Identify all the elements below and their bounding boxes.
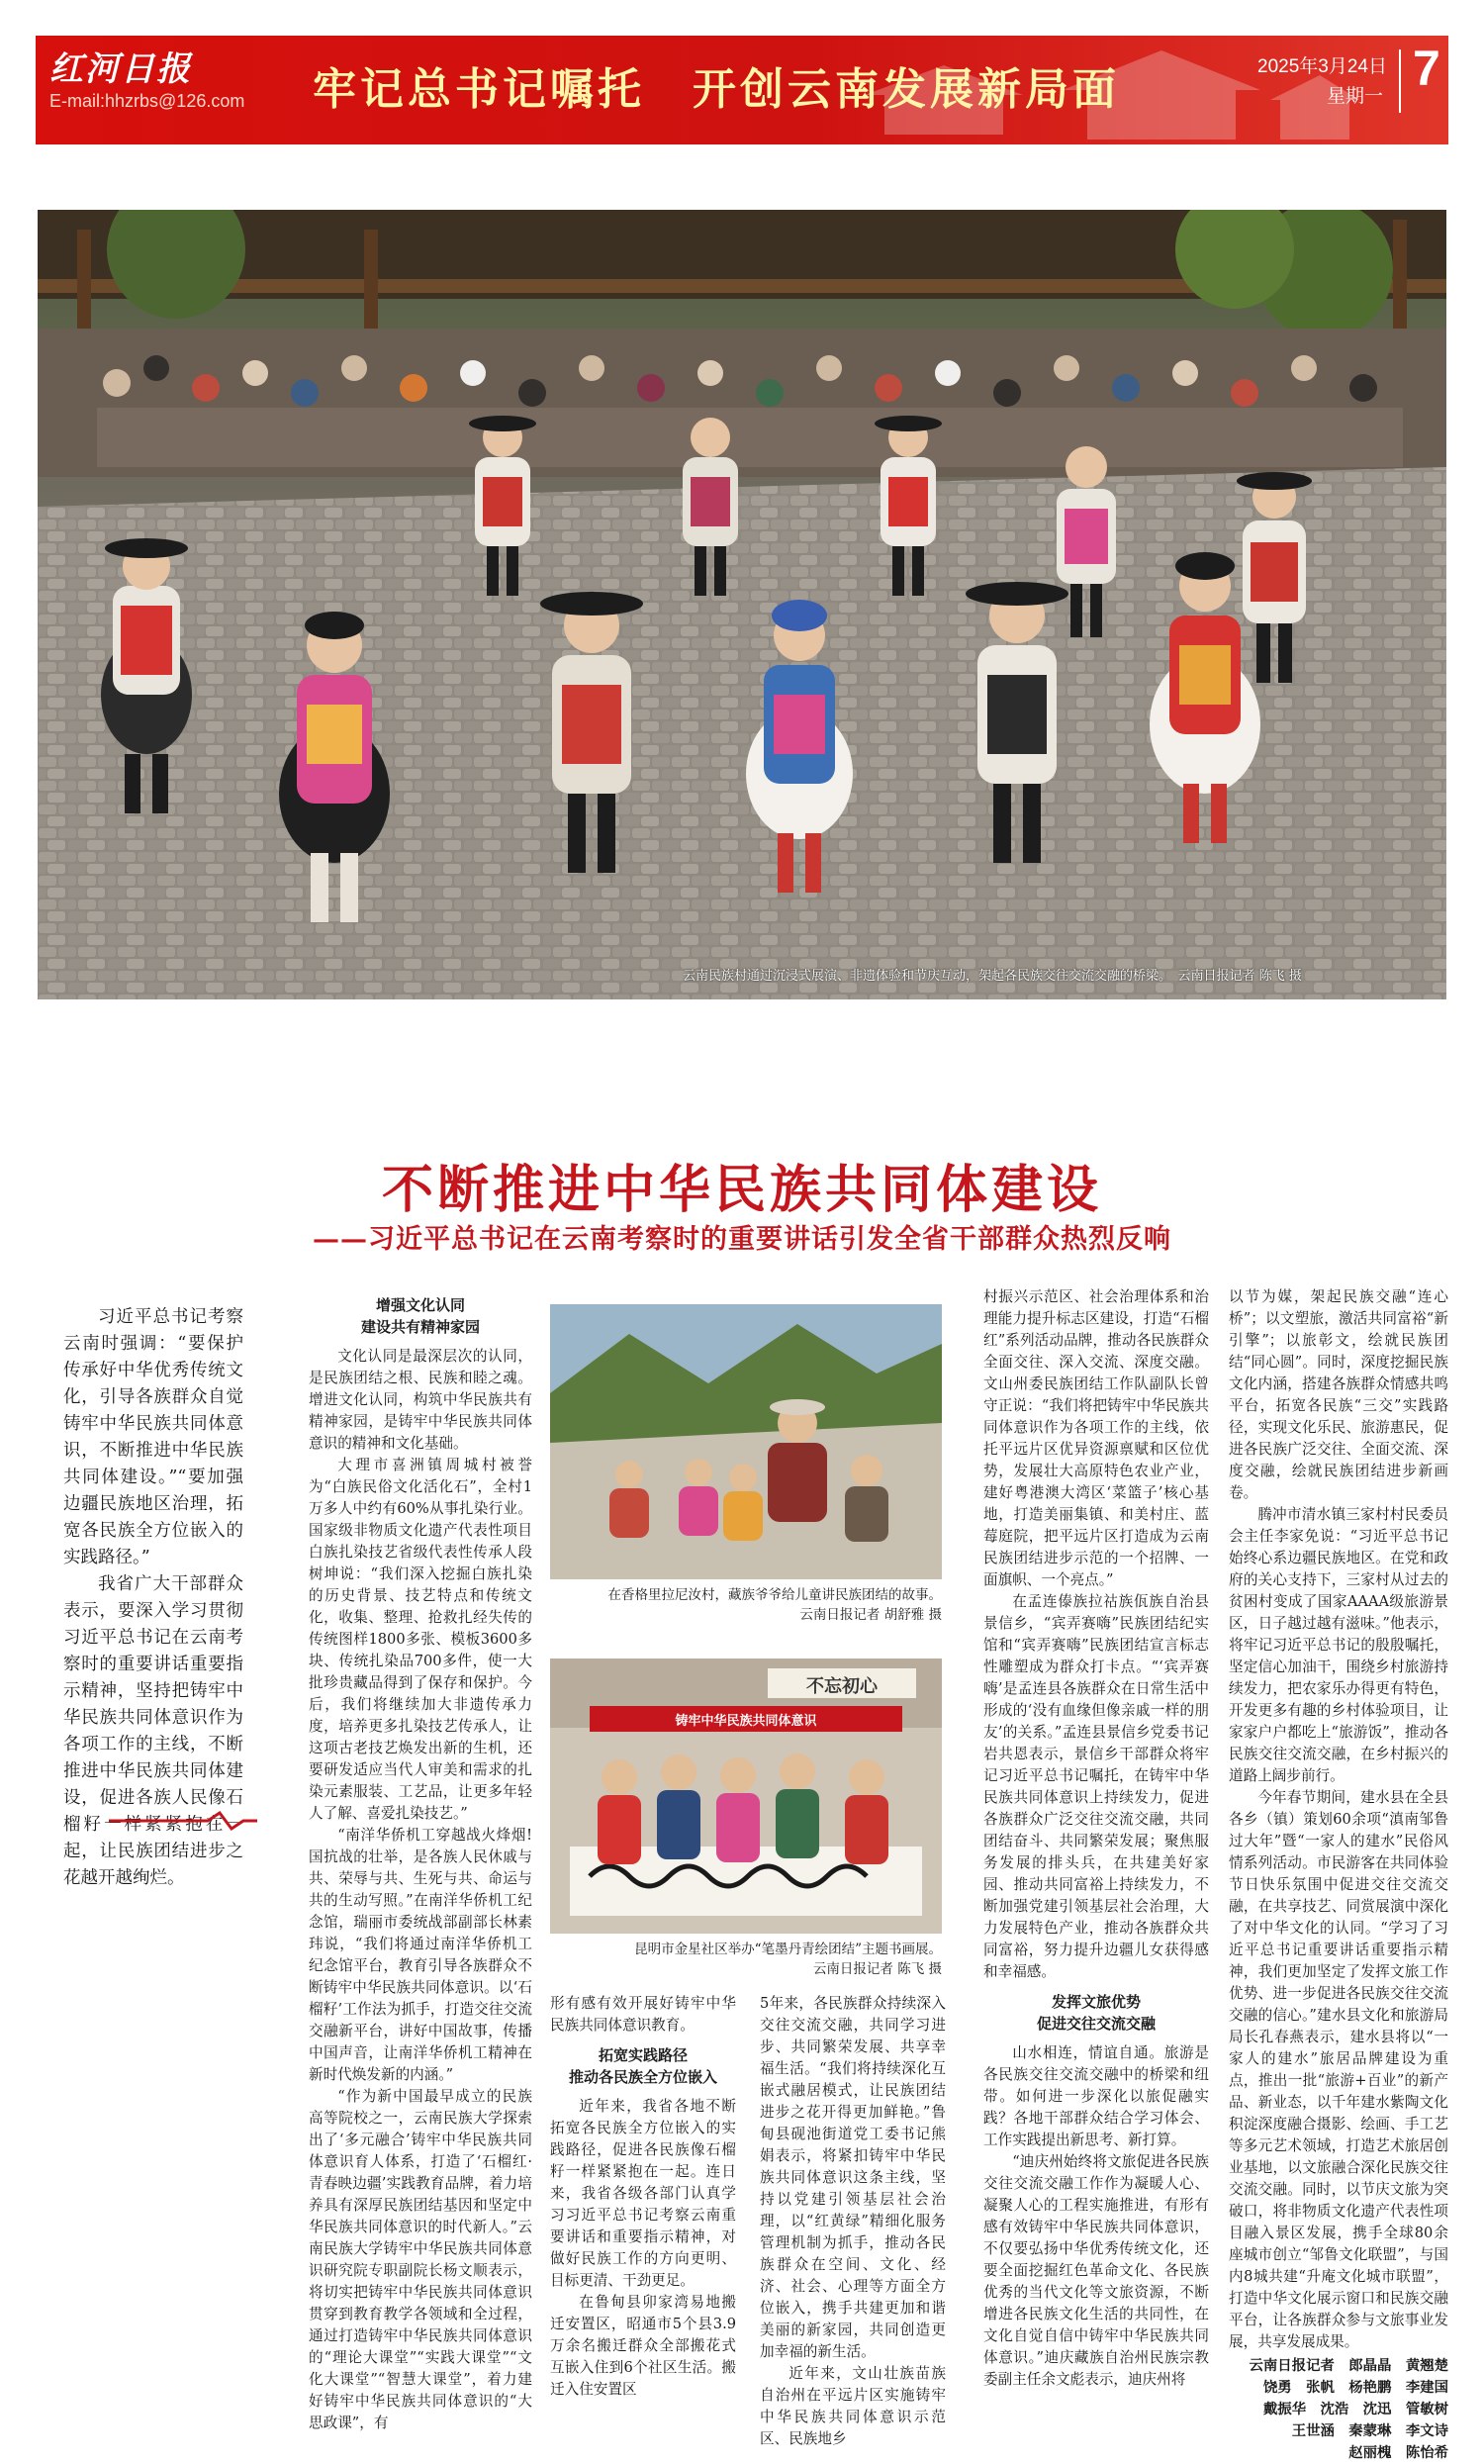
paragraph: 以节为媒，架起民族交融“连心桥”；以文塑旅，激活共同富裕“新引擎”；以旅彰文，绘就民族团结“同心圆”。同时，深度挖掘民族文化内涵，搭建各族群众情感共鸣平台，拓宽各民族“三交”实践路径，实现文化乐民、旅游惠民，促进各民族广泛交往、全面交流、深度交融，绘就民族团结进步新画卷。 [1229,1288,1448,1501]
lead-paragraph: 习近平总书记考察云南时强调：“要保护传承好中华优秀传统文化，引导各族群众自觉铸牢中华民族共同体意识，不断推进中华民族共同体建设。”“要加强边疆民族地区治理，拓宽各民族全方位嵌入的实践路径。” [63,1307,243,1567]
decorative-red-line-icon [109,1809,257,1835]
paragraph: “南洋华侨机工穿越战火烽烟!国抗战的壮举，是各族人民休戚与共、荣辱与共、生死与共、命运与共的生动写照。”在南洋华侨机工纪念馆，瑞丽市委统战部副部长林素玮说，“我们将通过南洋华侨机工纪念馆平台，教育引导各族群众不断铸牢中华民族共同体意识。以‘石榴籽’工作法为抓手，打造交往交流交融新平台，讲好中国故事，传播中国声音，让南洋华侨机工精神在新时代焕发新的内涵。” [309,1827,532,2083]
paragraph: 山水相连，情谊自通。旅游是各民族交往交流交融中的桥梁和纽带。如何进一步深化以旅促融实践？各地干部群众结合学习体会、工作实践提出新思考、新打算。 [983,2044,1209,2148]
lead-paragraph: 我省广大干部群众表示，要深入学习贯彻习近平总书记在云南考察时的重要讲话重要指示精神，坚持把铸牢中华民族共同体意识作为各项工作的主线，不断推进中华民族共同体建设，促进各族人民像石榴籽一样紧紧抱在一起，让民族团结进步之花越开越绚烂。 [63,1574,243,1888]
article-title: 不断推进中华民族共同体建设 [381,1161,1102,1220]
paragraph: 近年来，我省各地不断拓宽各民族全方位嵌入的实践路径，促进各民族像石榴籽一样紧紧抱在一起。连日来，我省各级各部门认真学习习近平总书记考察云南重要讲话和重要指示精神，对做好民族工作的方向更明、目标更清、干劲更足。 [550,2098,736,2289]
byline-line: 赵丽槐 陈怡希 [1348,2445,1448,2461]
calligraphy-illustration [550,1658,942,1934]
article-subtitle: ——习近平总书记在云南考察时的重要讲话引发全省干部群众热烈反响 [313,1224,1171,1255]
page-number-divider [1399,49,1401,113]
section-heading-practice: 拓宽实践路径 推动各民族全方位嵌入 [568,2046,717,2086]
paragraph: 在孟连傣族拉祜族佤族自治县景信乡，“宾弄赛嗨”民族团结纪实馆和“宾弄赛嗨”民族团结宣言标志性雕塑成为群众打卡点。“‘宾弄赛嗨’是孟连县各族群众在日常生活中形成的‘没有血缘但像亲戚一样的朋友’的关系。”孟连县景信乡党委书记岩共恩表示，景信乡干部群众将牢记习近平总书记嘱托，在铸牢中华民族共同体意识上持续发力，促进各族群众广泛交往交流交融，共同团结奋斗、共同繁荣发展；聚焦服务发展的排头兵，在共建美好家园、推动共同富裕上持续发力，不断加强党建引领基层社会治理，大力发展特色产业，推动各族群众共同富裕，努力提升边疆儿女获得感和幸福感。 [983,1593,1209,1980]
page-number: 7 [1413,41,1440,96]
storytelling-illustration [550,1304,942,1579]
article-column-6 [1229,1286,1448,2464]
paragraph: 今年春节期间，建水县在全县各乡（镇）策划60余项“滇南邹鲁过大年”暨“一家人的建水”民俗风情系列活动。市民游客在共同体验节日快乐氛围中促进交往交流交融，在共享技艺、同赏展演中深化了对中华文化的认同。“学习了习近平总书记重要讲话重要指示精神，我们更加坚定了发挥文旅工作优势、进一步促进各民族交往交流交融的信心。”建水县文化和旅游局局长孔春燕表示，建水县将以“一家人的建水”旅居品牌建设为重点，推出一批“旅游+百业”的新产品、新业态，以千年建水紫陶文化积淀深度融合摄影、绘画、手工艺等多元艺术领域，打造艺术旅居创业基地，以文旅融合深化民族交往交流交融。同时，以节庆文旅为突破口，将非物质文化遗产代表性项目融入景区发展，携手全球80余座城市创立“邹鲁文化联盟”，与国内8城共建“升庵文化城市联盟”，打造中华文化展示窗口和民族交融平台，让各族群众参与文旅事业发展，共享发展成果。 [1229,1789,1448,2350]
article-column-5 [983,1286,1209,2391]
calligraphy-banner-text: 铸牢中华民族共同体意识 [675,1714,817,1729]
paragraph: 5年来，各民族群众持续深入交往交流交融，共同学习进步、共同繁荣发展、共享幸福生活。“我们将持续深化互嵌式融居模式，让民族团结进步之花开得更加鲜艳。”鲁甸县砚池街道党工委书记熊娟表示，将紧扣铸牢中华民族共同体意识这条主线，坚持以党建引领基层社会治理，以“红黄绿”精细化服务管理机制为抓手，推动各民族群众在空间、文化、经济、社会、心理等方面全方位嵌入，携手共建更加和谐美丽的新家园，共同创造更加幸福的新生活。 [760,1995,946,2360]
section-heading-culture: 增强文化认同 建设共有精神家园 [360,1296,480,1336]
main-photo-caption: 云南民族村通过沉浸式展演、非遗体验和节庆互动，架起各民族交往交流交融的桥梁。 云南日报记者 陈飞 摄 [683,969,1302,984]
paragraph: 形有感有效开展好铸牢中华民族共同体意识教育。 [550,1995,736,2034]
dance-scene-illustration [38,210,1446,999]
paragraph: 村振兴示范区、社会治理体系和治理能力提升标志区建设，打造“石榴红”系列活动品牌，推动各民族群众全面交往、深入交流、深度交融。文山州委民族团结工作队副队长曾守正说：“我们将把铸牢中华民族共同体意识作为各项工作的主线，依托平远片区优异资源禀赋和区位优势，发展壮大高原特色农业产业，建好粤港澳大湾区‘菜篮子’核心基地，打造美丽集镇、和美村庄、蓝莓庭院，把平远片区打造成为云南民族团结进步示范的一个招牌、一面旗帜、一个亮点。” [983,1288,1209,1588]
masthead-banner [36,36,1448,144]
newspaper-logo: 红河日报 [49,49,192,89]
paragraph: 大理市喜洲镇周城村被誉为“白族民俗文化活化石”，全村1万多人中约有60%从事扎染行业。国家级非物质文化遗产代表性项目白族扎染技艺省级代表性传承人段树坤说：“我们深入挖掘白族扎染的历史背景、技艺特点和传统文化，收集、整理、抢救扎经失传的传统图样1800多张、模板3600多块、传统扎染品700多件，使一大批珍贵藏品得到了保存和保护。今后，我们将继续加大非遗传承力度，培养更多扎染技艺传承人，让这项古老技艺焕发出新的生机，还要研发适应当代人审美和需求的扎染元素服装、工艺品，让更多年轻人了解、喜爱扎染技艺。” [309,1457,532,1822]
byline-line: 戴振华 沈浩 沈迅 管敏树 [1262,2402,1448,2417]
article-column-2 [309,1286,532,2434]
article-column-3 [550,1993,736,2401]
byline-line: 云南日报记者 郎晶晶 黄翘楚 [1249,2358,1448,2374]
issue-date: 2025年3月24日 [1257,56,1387,77]
paragraph: 腾冲市清水镇三家村村民委员会主任李家免说：“习近平总书记始终心系边疆民族地区。在党和政府的关心支持下，三家村从过去的贫困村变成了国家AAAA级旅游景区，日子越过越有滋味。”他表示，将牢记习近平总书记的殷殷嘱托，坚定信心加油干，围绕乡村旅游持续发力，把农家乐办得更有特色，开发更多有趣的乡村体验项目，让家家户户都吃上“旅游饭”，推动各民族交往交流交融，在乡村振兴的道路上阔步前行。 [1229,1506,1448,1784]
byline-line: 王世涵 秦蒙琳 李文诗 [1291,2423,1448,2439]
paragraph: “迪庆州始终将文旅促进各民族交往交流交融工作作为凝暖人心、凝聚人心的工程实施推进，有形有感有效铸牢中华民族共同体意识，不仅要弘扬中华优秀传统文化，还要全面挖掘红色革命文化、各民族优秀的当代文化等文旅资源，不断增进各民族文化生活的共同性，在文化自觉自信中铸牢中华民族共同体意识。”迪庆藏族自治州民族宗教委副主任余文彪表示，迪庆州将 [983,2153,1209,2388]
section-heading-tourism: 发挥文旅优势 促进交往交流交融 [1036,1993,1156,2033]
lead-column [63,1304,243,1892]
reporter-byline [1229,2355,1448,2464]
issue-weekday: 星期一 [1327,85,1384,107]
paragraph: “作为新中国最早成立的民族高等院校之一，云南民族大学探索出了‘多元融合’铸牢中华民族共同体意识育人体系，打造了‘石榴红·青春映边疆’实践教育品牌，着力培养具有深厚民族团结基因和坚定中华民族共同体意识的时代新人。”云南民族大学铸牢中华民族共同体意识研究院专职副院长杨文顺表示，将切实把铸牢中华民族共同体意识贯穿到教育教学各领域和全过程，通过打造铸牢中华民族共同体意识的“理论大课堂”“实践大课堂”“文化大课堂”“智慧大课堂”，着力建好铸牢中华民族共同体意识的“大思政课”，有 [309,2088,532,2431]
paragraph: 在鲁甸县卯家湾易地搬迁安置区，昭通市5个县3.9万余名搬迁群众全部搬花式互嵌入住到6个社区生活。搬迁入住安置区 [550,2294,736,2398]
photo-calligraphy-caption: 昆明市金星社区举办“笔墨丹青绘团结”主题书画展。 云南日报记者 陈飞 摄 [634,1942,942,1977]
paragraph: 文化认同是最深层次的认同，是民族团结之根、民族和睦之魂。增进文化认同，构筑中华民族共有精神家园，是铸牢中华民族共同体意识的精神和文化基础。 [309,1348,532,1452]
calligraphy-sign-text: 不忘初心 [806,1676,878,1697]
photo-storytelling-caption: 在香格里拉尼汝村，藏族爷爷给儿童讲民族团结的故事。 云南日报记者 胡舒雅 摄 [607,1587,942,1623]
page-headline: 牢记总书记嘱托 开创云南发展新局面 [313,64,1120,115]
paragraph: 近年来，文山壮族苗族自治州在平远片区实施铸牢中华民族共同体意识示范区、民族地乡 [760,2365,946,2447]
masthead-email: E-mail:hhzrbs@126.com [49,91,245,111]
main-photo [38,210,1446,999]
photo-storytelling [550,1304,942,1579]
byline-line: 饶勇 张帆 杨艳鹏 李建国 [1262,2380,1448,2396]
photo-calligraphy [550,1658,942,1934]
article-column-4 [760,1993,946,2450]
